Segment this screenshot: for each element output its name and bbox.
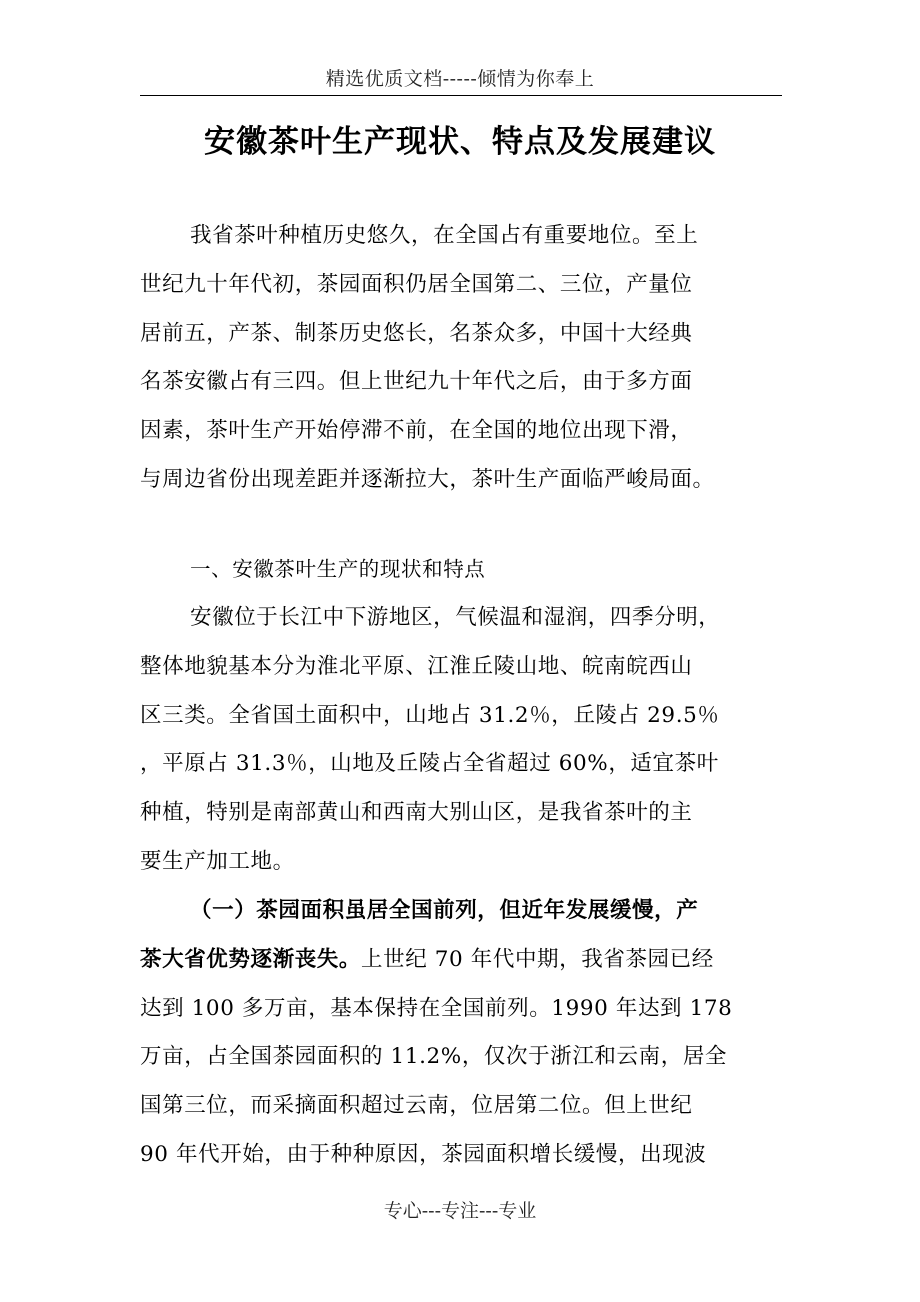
text-line: 要生产加工地。: [140, 848, 295, 874]
section-heading-wrap: [140, 545, 782, 594]
section1-paragraph: [140, 594, 782, 887]
text-line: ，平原占 31.3％，山地及丘陵占全省超过 60%，适宜茶叶: [140, 751, 719, 777]
subsection-heading-line: （一）茶园面积虽居全国前列，但近年发展缓慢，产: [190, 898, 699, 923]
text-line: 达到 100 多万亩，基本保持在全国前列。1990 年达到 178: [140, 995, 733, 1021]
text-line: 与周边省份出现差距并逐渐拉大，茶叶生产面临严峻局面。: [140, 466, 715, 492]
subsection-heading-tail: 茶大省优势逐渐丧失。: [140, 946, 362, 972]
document-title: 安徽茶叶生产现状、特点及发展建议: [204, 124, 716, 160]
page-header: 精选优质文档-----倾情为你奉上: [325, 68, 595, 90]
text-line: 世纪九十年代初，茶园面积仍居全国第二、三位，产量位: [140, 271, 693, 297]
text-line: [140, 936, 782, 985]
text-line: 因素，茶叶生产开始停滞不前，在全国的地位出现下滑，: [140, 418, 693, 444]
text-line: 万亩，占全国茶园面积的 11.2%，仅次于浙江和云南，居全: [140, 1044, 728, 1070]
subsection1-paragraph: [140, 887, 782, 1180]
section-heading: 一、安徽茶叶生产的现状和特点: [190, 557, 486, 581]
text-run: 上世纪 70 年代中期，我省茶园已经: [361, 946, 714, 972]
text-line: 整体地貌基本分为淮北平原、江淮丘陵山地、皖南皖西山: [140, 653, 693, 679]
page-footer: 专心---专注---专业: [383, 1200, 537, 1222]
text-line: 90 年代开始，由于种种原因，茶园面积增长缓慢，出现波: [140, 1141, 707, 1167]
text-line: 安徽位于长江中下游地区，气候温和湿润，四季分明，: [190, 605, 721, 630]
text-line: 居前五，产茶、制茶历史悠长，名茶众多，中国十大经典: [140, 320, 693, 346]
text-line: 国第三位，而采摘面积超过云南，位居第二位。但上世纪: [140, 1093, 693, 1119]
intro-paragraph: [140, 212, 782, 505]
text-line: 种植，特别是南部黄山和西南大别山区，是我省茶叶的主: [140, 800, 693, 826]
header-divider: [140, 95, 782, 96]
text-line: 我省茶叶种植历史悠久，在全国占有重要地位。至上: [190, 223, 699, 248]
text-line: 区三类。全省国土面积中，山地占 31.2％，丘陵占 29.5％: [140, 702, 720, 728]
text-line: 名茶安徽占有三四。但上世纪九十年代之后，由于多方面: [140, 369, 693, 395]
